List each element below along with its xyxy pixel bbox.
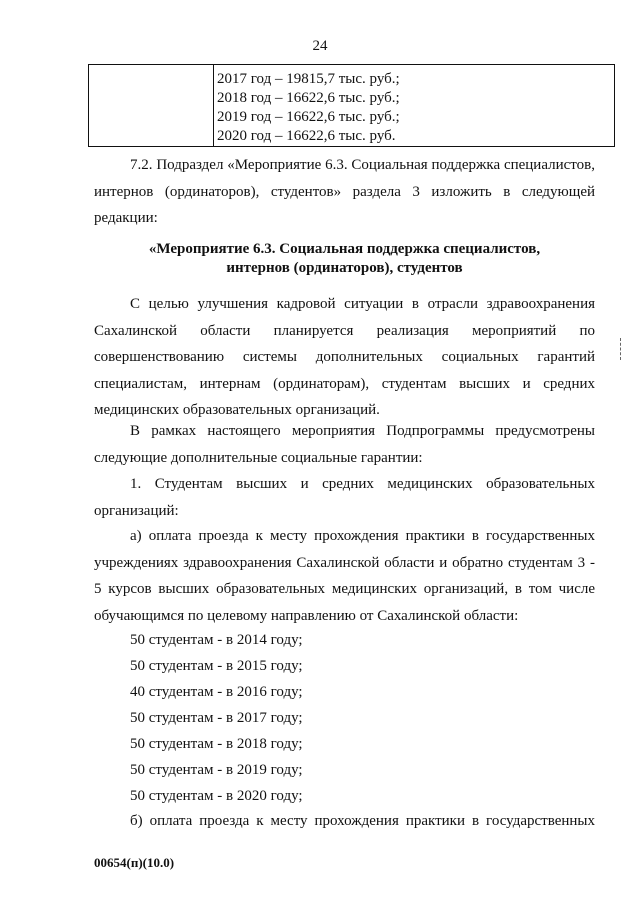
framework-paragraph: В рамках настоящего мероприятия Подпрограммы предусмотрены следующие дополнительные социальные гарантии: <box>94 423 595 466</box>
margin-scan-mark <box>620 338 621 360</box>
funding-table <box>88 64 615 147</box>
funding-line-2018: 2018 год – 16622,6 тыс. руб.; <box>217 90 400 106</box>
section-heading-line-1: «Мероприятие 6.3. Социальная поддержка специалистов, <box>148 241 541 257</box>
funding-line-2020: 2020 год – 16622,6 тыс. руб. <box>217 128 396 144</box>
student-count-2017: 50 студентам - в 2017 году; <box>130 710 303 726</box>
funding-line-2019: 2019 год – 16622,6 тыс. руб.; <box>217 109 400 125</box>
item-a-paragraph: а) оплата проезда к месту прохождения практики в государственных учреждениях здравоохранения Сахалинской области и обратно студентам 3 - 5 курсов высших образовательных медицинских организаций, в том числе обучающимся по целевому направлению от Сахалинской области: <box>94 528 595 624</box>
item-b-paragraph: б) оплата проезда к месту прохождения практики в государственных <box>130 813 595 829</box>
footer-document-code: 00654(п)(10.0) <box>94 855 175 870</box>
section-heading-line-2: интернов (ординаторов), студентов <box>226 260 463 276</box>
student-count-2015: 50 студентам - в 2015 году; <box>130 658 303 674</box>
funding-table-empty-cell <box>89 65 214 147</box>
funding-table-values-cell <box>214 65 615 147</box>
student-count-2014: 50 студентам - в 2014 году; <box>130 632 303 648</box>
page-number: 24 <box>312 38 328 54</box>
student-count-2016: 40 студентам - в 2016 году; <box>130 684 303 700</box>
student-count-2019: 50 студентам - в 2019 году; <box>130 762 303 778</box>
intro-paragraph: 7.2. Подраздел «Мероприятие 6.3. Социальная поддержка специалистов, интернов (ординаторов), студентов» раздела 3 изложить в следующей редакции: <box>94 157 595 227</box>
item-1-paragraph: 1. Студентам высших и средних медицинских образовательных организаций: <box>94 476 595 519</box>
purpose-paragraph: С целью улучшения кадровой ситуации в отрасли здравоохранения Сахалинской области планируется реализация мероприятий по совершенствованию системы дополнительных социальных гарантий специалистам, интернам (ординаторам), студентам высших и средних медицинских образовательных организаций. <box>94 296 595 419</box>
student-count-2020: 50 студентам - в 2020 году; <box>130 788 303 804</box>
section-heading <box>94 240 595 278</box>
student-count-2018: 50 студентам - в 2018 году; <box>130 736 303 752</box>
funding-line-2017: 2017 год – 19815,7 тыс. руб.; <box>217 71 400 87</box>
